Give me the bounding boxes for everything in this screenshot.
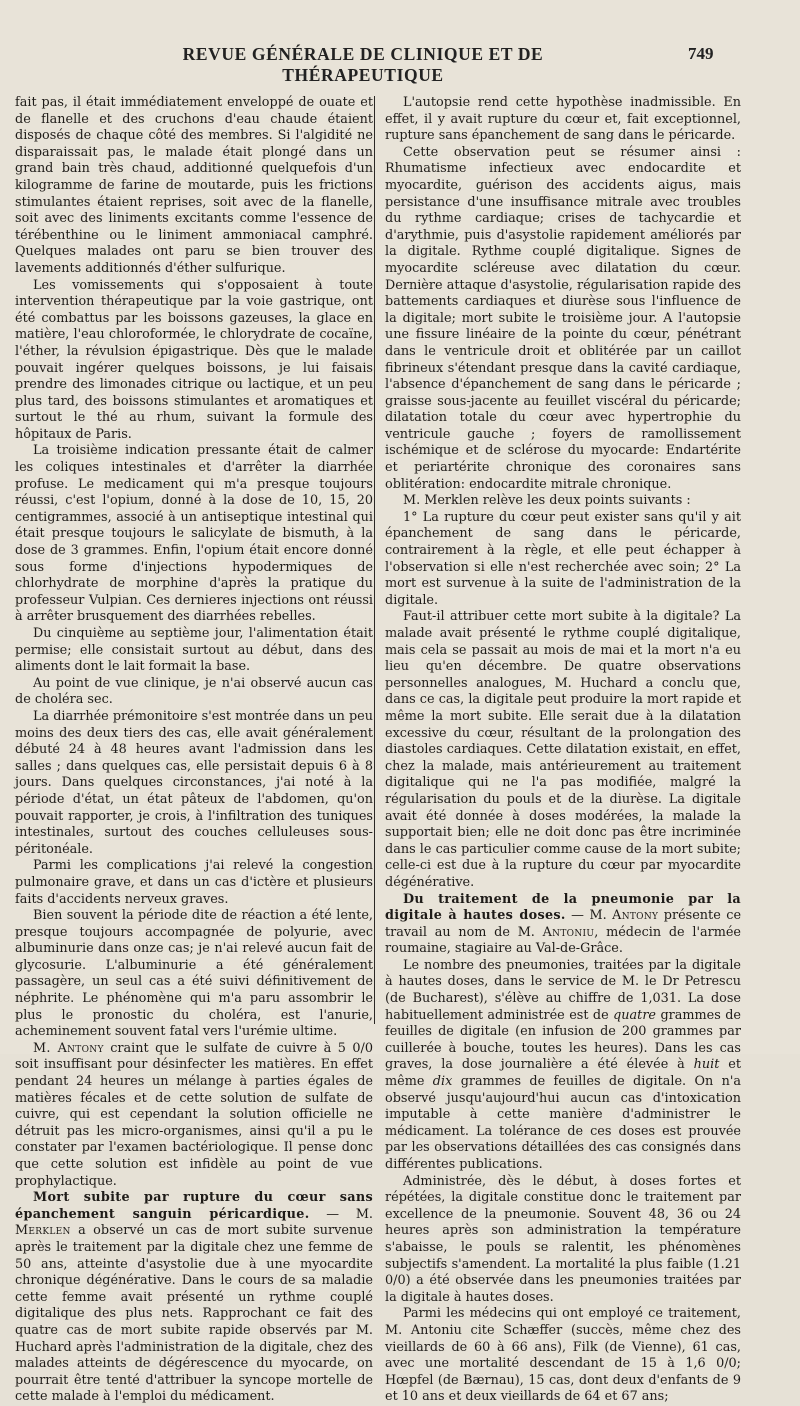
emphasis: dix xyxy=(432,1074,453,1090)
paragraph: Faut-il attribuer cette mort subite à la digitale? La malade avait présenté le rythme couplé digitalique, mais cela se passait au mois de mai et la mort n'a eu lieu qu'en décembre. De quatre observations personnelles analogues, M. Huchard a conclu que, dans ce cas, la digitale peut produire la mort rapide et même la mort subite. Elle serait due à la dilatation excessive du cœur, résultant de la prolongation des diastoles cardiaques. Cette dilatation existait, en effet, chez la malade, mais antérieurement au traitement digitalique qui ne l'a pas modifiée, malgré la régularisation du pouls et de la diurèse. La digitale avait été donnée à doses modérées, la malade la supportait bien; elle ne doit donc pas être incriminée dans le cas particulier comme cause de la mort subite; celle-ci est due à la rupture du cœur par myocardite dégénérative. xyxy=(385,609,741,890)
paragraph-text: craint que le sulfate de cuivre à 5 0/0 soit insuffisant pour désinfecter les matières. En effet pendant 24 heures un mélange à parties égales de matières fécales et de cette solution de sulfate de cuivre, qui est cependant la solution officielle ne détruit pas les micro-organismes, ainsi qu'il a pu le constater par l'examen bactériologique. Il pense donc que cette solution est infidèle au point de vue prophylactique. xyxy=(15,1040,373,1189)
author-name: M. Antony xyxy=(33,1040,104,1056)
right-column xyxy=(385,95,741,1406)
page-number: 749 xyxy=(688,44,714,63)
running-title: REVUE GÉNÉRALE DE CLINIQUE ET DE THÉRAPEUTIQUE xyxy=(182,44,544,85)
paragraph: 1° La rupture du cœur peut exister sans qu'il y ait épanchement de sang dans le péricarde, contrairement à la règle, et elle peut échapper à l'observation si elle n'est recherchée avec soin; 2° La mort est survenue à la suite de l'administration de la digitale. xyxy=(385,509,741,608)
author-name: Merklen xyxy=(15,1223,71,1239)
paragraph: M. Merklen relève les deux points suivants : xyxy=(403,493,691,509)
left-column xyxy=(15,95,373,1406)
dash: — M. xyxy=(309,1206,374,1222)
dash: — M. xyxy=(565,908,613,924)
paragraph: Bien souvent la période dite de réaction a été lente, presque toujours accompagnée de polyurie, avec albuminurie dans onze cas; je n'ai relevé aucun fait de glycosurie. L'albuminurie a été généralement passagère, un seul cas a été suivi définitivement de néphrite. Le phénomène qui m'a paru assombrir le plus le pronostic du choléra, est l'anurie, acheminement souvent fatal vers l'urémie ultime. xyxy=(15,908,373,1040)
section-paragraph xyxy=(15,1190,373,1406)
paragraph: La diarrhée prémonitoire s'est montrée dans un peu moins des deux tiers des cas, elle avait généralement débuté 24 à 48 heures avant l'admission dans les salles ; dans quelques cas, elle persistait depuis 6 à 8 jours. Dans quelques circonstances, j'ai noté à la période d'état, un état pâteux de l'abdomen, qu'on pouvait rapporter, je crois, à l'infiltration des tuniques intestinales, surtout des couches celluleuses sous-péritonéale. xyxy=(15,708,373,857)
section-heading: Du traitement de la pneumonie par la digitale à hautes doses. xyxy=(385,891,741,924)
section-heading: Mort subite par rupture du cœur sans épanchement sanguin péricardique. xyxy=(15,1190,373,1222)
paragraph: Du cinquième au septième jour, l'alimentation était permise; elle consistait surtout au début, dans des aliments dont le lait formait la base. xyxy=(15,626,373,675)
paragraph-text: Le nombre des pneumonies, traitées par la digitale à hautes doses, dans le service de M. le Dr Petrescu (de Bucharest), s'élève au chiffre de 1,031. La dose habituellement administrée est de xyxy=(385,957,741,1023)
paragraph xyxy=(385,958,741,1174)
paragraph: Les vomissements qui s'opposaient à toute intervention thérapeutique par la voie gastrique, ont été combattus par les boissons gazeuses, la glace en matière, l'eau chloroformée, le chlorydrate de cocaïne, l'éther, la révulsion épigastrique. Dès que le malade pouvait ingérer quelques boissons, je lui faisais prendre des limonades citrique ou lactique, et un peu plus tard, des boissons stimulantes et aromatiques et surtout le thé au rhum, suivant la formule des hôpitaux de Paris. xyxy=(15,277,373,442)
paragraph-text: grammes de feuilles de digitale (en infusion de 200 grammes par cuillerée à bouche, toutes les heures). Dans les cas graves, la dose journalière a été élevée à xyxy=(385,1007,741,1073)
author-name: Antoniu xyxy=(542,924,595,940)
paragraph: Cette observation peut se résumer ainsi : Rhumatisme infectieux avec endocardite et myocardite, guérison des accidents aigus, mais persistance d'une insuffisance mitrale avec troubles du rythme cardiaque; crises de tachycardie et d'arythmie, puis d'asystolie rapidement améliorés par la digitale. Rythme couplé digitalique. Signes de myocardite scléreuse avec dilatation du cœur. Dernière attaque d'asystolie, régularisation rapide des battements cardiaques et diurèse sous l'influence de la digitale; mort subite le troisième jour. A l'autopsie une fissure linéaire de la pointe du cœur, pénétrant dans le ventricule droit et oblitérée par un caillot fibrineux s'étendant presque dans la cavité cardiaque, l'absence d'épanchement de sang dans le péricarde ; graisse sous-jacente au feuillet viscéral du péricarde; dilatation totale du cœur avec hypertrophie du ventricule gauche ; foyers de ramollissement ischémique et de sclérose du myocarde: Endartérite et periartérite chronique des coronaires sans oblitération: endocardite mitrale chronique. xyxy=(385,144,741,492)
section-paragraph xyxy=(385,892,741,958)
paragraph: Parmi les médecins qui ont employé ce traitement, M. Antoniu cite Schæffer (succès, même chez des vieillards de 60 à 66 ans), Filk (de Vienne), 61 cas, avec une mortalité descendant de 15 à 1,6 0/0; Hœpfel (de Bærnau), 15 cas, dont deux d'enfants de 9 et 10 ans et deux vieillards de 64 et 67 ans; xyxy=(385,1306,741,1405)
paragraph: L'autopsie rend cette hypothèse inadmissible. En effet, il y avait rupture du cœur et, fait exceptionnel, rupture sans épanchement de sang dans le péricarde. xyxy=(385,95,741,144)
paragraph-text: grammes de feuilles de digitale. On n'a observé jusqu'aujourd'hui aucun cas d'intoxication imputable à cette manière d'administrer le médicament. La tolérance de ces doses est prouvée par les observations détaillées des cas consignés dans différentes publications. xyxy=(385,1074,741,1172)
paragraph: La troisième indication pressante était de calmer les coliques intestinales et d'arrêter la diarrhée profuse. Le medicament qui m'a presque toujours réussi, c'est l'opium, donné à la dose de 10, 15, 20 centigrammes, associé à un antiseptique intestinal qui était presque toujours le salicylate de bismuth, à la dose de 3 grammes. Enfin, l'opium était encore donné sous forme d'injections hypodermiques de chlorhydrate de morphine d'après la pratique du professeur Vulpian. Ces dernieres injections ont réussi à arrêter brusquement des diarrhées rebelles. xyxy=(15,443,373,625)
author-name: Antony xyxy=(612,908,659,924)
page-header xyxy=(0,44,800,85)
emphasis: quatre xyxy=(613,1007,657,1023)
paragraph-text: a observé un cas de mort subite survenue après le traitement par la digitale chez une femme de 50 ans, atteinte d'asystolie due à une myocardite chronique dégénérative. Dans le cours de sa maladie cette femme avait présenté un rythme couplé digitalique des plus nets. Rapprochant ce fait des quatre cas de mort subite rapide observés par M. Huchard après l'administration de la digitale, chez des malades atteints de dégérescence du myocarde, on pourrait être tenté d'attribuer la syncope mortelle de cette malade à l'emploi du médicament. xyxy=(15,1223,373,1405)
emphasis: huit xyxy=(693,1057,720,1073)
column-divider xyxy=(374,96,375,1024)
paragraph-text: présente ce travail au nom de M. xyxy=(385,908,742,940)
paragraph: Parmi les complications j'ai relevé la congestion pulmonaire grave, et dans un cas d'ictère et plusieurs faits d'accidents nerveux graves. xyxy=(15,858,373,907)
paragraph xyxy=(15,1041,373,1190)
paragraph: fait pas, il était immédiatement enveloppé de ouate et de flanelle et des cruchons d'eau chaude étaient disposés de chaque côté des membres. Si l'algidité ne disparaissait pas, le malade était plongé dans un grand bain très chaud, additionné quelquefois d'un kilogramme de farine de moutarde, puis les frictions stimulantes étaient reprises, soit avec de la flanelle, soit avec des liniments excitants comme l'essence de térébenthine ou le liniment ammoniacal camphré. Quelques malades ont paru se bien trouver des lavements additionnés d'éther sulfurique. xyxy=(15,95,373,276)
paragraph: Administrée, dès le début, à doses fortes et répétées, la digitale constitue donc le traitement par excellence de la pneumonie. Souvent 48, 36 ou 24 heures après son administration la température s'abaisse, le pouls se ralentit, les phénomènes subjectifs s'amendent. La mortalité la plus faible (1.21 0/0) a été observée dans les pneumonies traitées par la digitale à hautes doses. xyxy=(385,1173,741,1305)
paragraph-text: et même xyxy=(385,1057,741,1090)
paragraph: Au point de vue clinique, je n'ai observé aucun cas de choléra sec. xyxy=(15,675,373,708)
paragraph-text: , médecin de l'armée roumaine, stagiaire au Val-de-Grâce. xyxy=(385,924,741,957)
